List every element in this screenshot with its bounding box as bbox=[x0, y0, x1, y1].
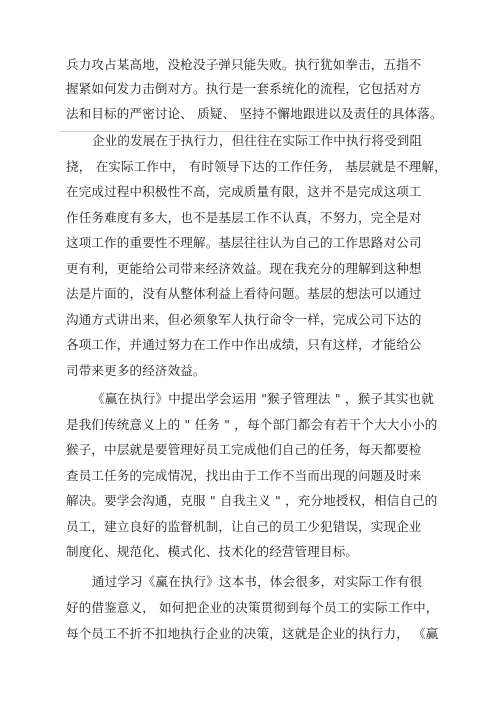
text-line: 解决。要学会沟通，克服 " 自我主义 " ，充分地授权，相信自己的 bbox=[66, 493, 438, 508]
paragraph-start-line: 通过学习《赢在执行》这本书，体会很多，对实际工作有很 bbox=[92, 574, 423, 589]
text-line: 握紧如何发力击倒对方。执行是一套系统化的流程，它包括对方 bbox=[66, 81, 422, 96]
text-line: 各项工作，并通过努力在工作中作出成绩，只有这样，才能给公 bbox=[66, 337, 422, 352]
text-line: 每个员工不折不扣地执行企业的决策，这就是企业的执行力， 《赢 bbox=[66, 626, 439, 641]
text-line: 司带来更多的经济效益。 bbox=[66, 363, 206, 378]
text-line: 兵力攻占某高地，没枪没子弹只能失败。执行犹如拳击，五指不 bbox=[66, 57, 422, 72]
horizontal-rule bbox=[60, 131, 390, 132]
text-line: 在完成过程中积极性不高，完成质量有限，这并不是完成这项工 bbox=[66, 184, 422, 199]
text-line: 作任务难度有多大，也不是基层工作不认真，不努力，完全是对 bbox=[66, 210, 422, 225]
text-line: 法是片面的，没有从整体利益上看待问题。基层的想法可以通过 bbox=[66, 286, 422, 301]
text-line: 是我们传统意义上的 " 任务 " ，每个部门都会有若干个大大小小的 bbox=[66, 417, 438, 432]
text-line: 更有利，更能给公司带来经济效益。现在我充分的理解到这种想 bbox=[66, 261, 422, 276]
text-line: 员工，建立良好的监督机制，让自己的员工少犯错误，实现企业 bbox=[66, 519, 422, 534]
text-line: 法和目标的严密讨论、 质疑、 坚持不懈地跟进以及责任的具体落。 bbox=[66, 106, 443, 121]
paragraph-start-line: 《赢在执行》中提出学会运用 "猴子管理法 " ，猴子其实也就 bbox=[92, 391, 434, 406]
text-line: 这项工作的重要性不理解。基层往往认为自己的工作思路对公司 bbox=[66, 235, 422, 250]
text-line: 猴子，中层就是要管理好员工完成他们自己的任务，每天都要检 bbox=[66, 442, 422, 457]
paragraph-start-line: 企业的发展在于执行力，但往往在实际工作中执行将受到阻 bbox=[92, 133, 423, 148]
text-line: 沟通方式讲出来，但必须象军人执行命令一样，完成公司下达的 bbox=[66, 312, 422, 327]
text-line: 好的借鉴意义， 如何把企业的决策贯彻到每个员工的实际工作中， bbox=[66, 600, 439, 615]
text-line: 挠， 在实际工作中， 有时领导下达的工作任务， 基层就是不理解， bbox=[66, 159, 447, 174]
text-line: 查员工任务的完成情况，找出由于工作不当而出现的问题及时来 bbox=[66, 468, 422, 483]
text-line: 制度化、规范化、模式化、技术化的经营管理目标。 bbox=[66, 544, 359, 559]
